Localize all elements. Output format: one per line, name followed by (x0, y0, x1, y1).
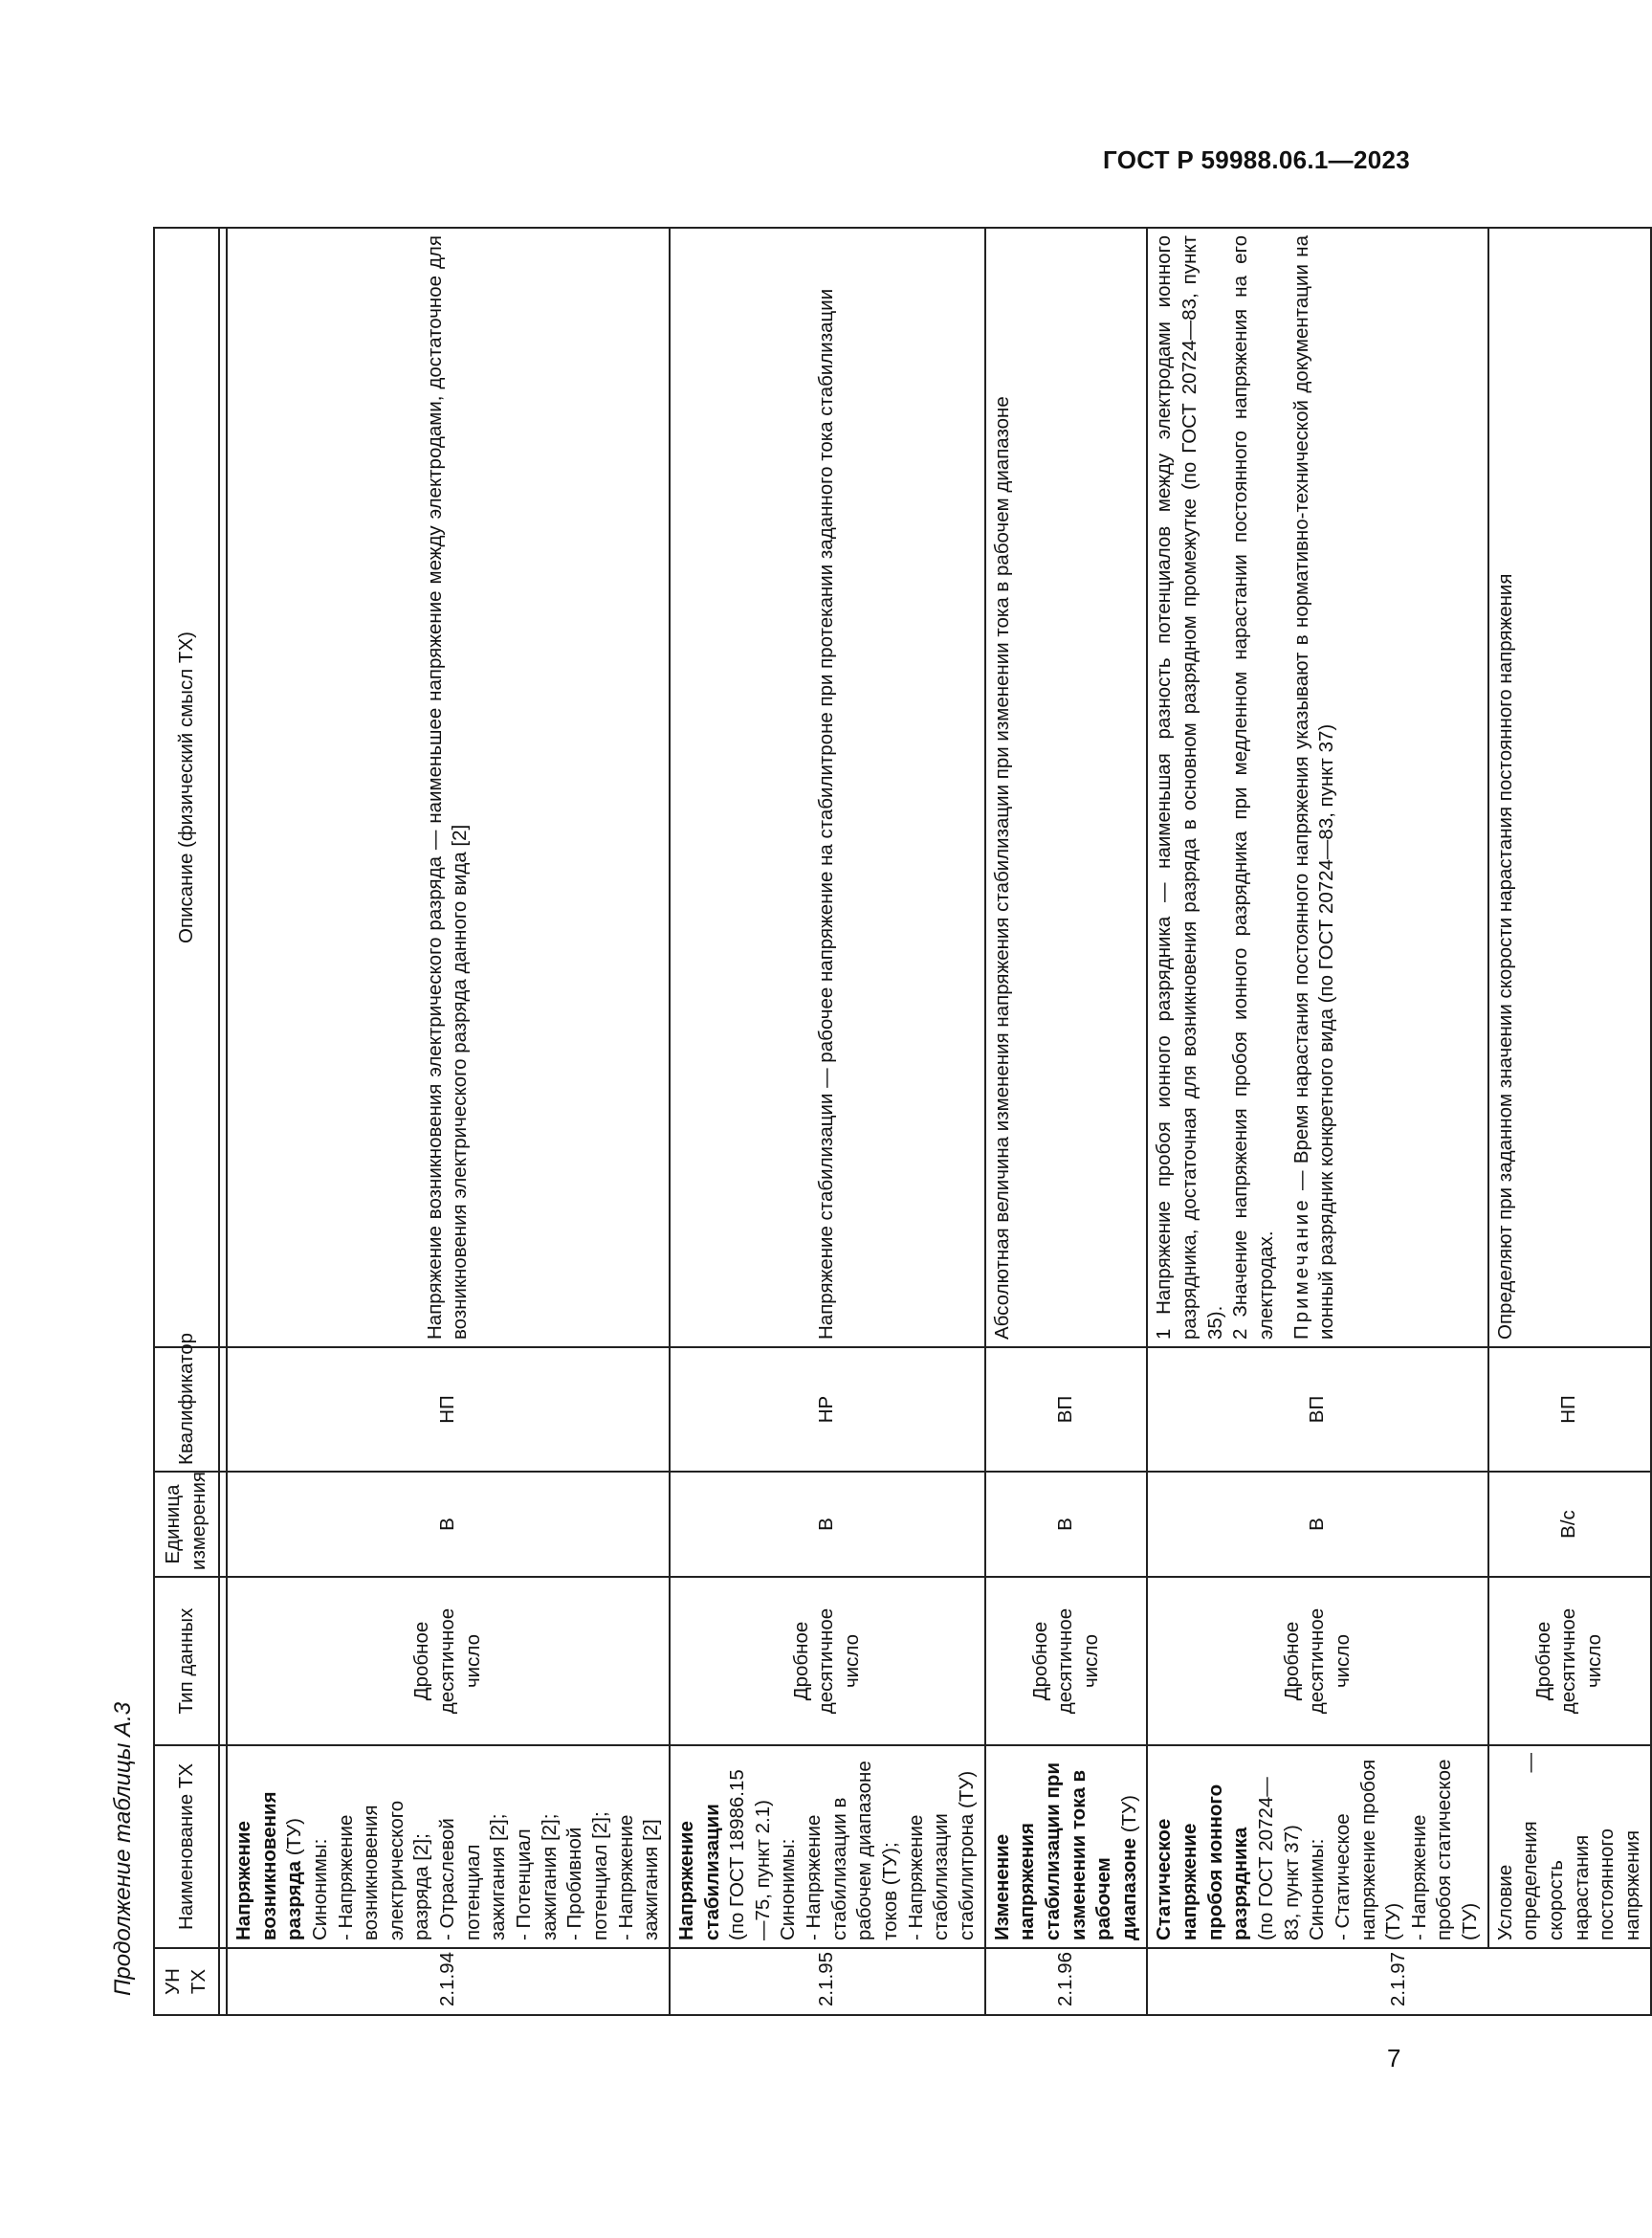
row-name (985, 1745, 1148, 1948)
row-name (227, 1745, 670, 1948)
row-data-type: Дробное десятичное число (227, 1577, 670, 1745)
row-unit: В (670, 1472, 985, 1577)
name-bold: Напряжение стабилизации (674, 1804, 723, 1940)
col-header-name: Наименование ТХ (154, 1745, 219, 1948)
row-qualifier: ВП (985, 1347, 1148, 1472)
row-code: 2.1.96 (985, 1948, 1148, 2015)
row-data-type: Дробное десятичное число (985, 1577, 1148, 1745)
description-item-2: 2 Значение напряжения пробоя ионного разрядника при медленном нарастании постоянного напряжения на его электродах. (1229, 235, 1277, 1340)
name-reference: (по ГОСТ 20724—83, пункт 37) (1254, 1777, 1303, 1940)
row-unit: В (227, 1472, 670, 1577)
synonym-item: - Статическое напряжение пробоя (ТУ) (1331, 1753, 1407, 1940)
col-header-un-tx: УН ТХ (154, 1948, 219, 2015)
note-text: — Время нарастания постоянного напряжения указывают в нормативно-технической документации на ионный разрядник конкретного вида (по ГОСТ 20724—83, пункт 37) (1289, 235, 1338, 1340)
col-header-unit: Единица измерения (154, 1472, 219, 1577)
synonym-item: - Напряжение зажигания [2] (614, 1753, 665, 1940)
row-data-type: Дробное десятичное число (1488, 1577, 1651, 1745)
note-label: Примечание (1289, 1197, 1312, 1340)
table-row (227, 228, 670, 2015)
table-row (1147, 228, 1487, 2015)
row-description: Определяют при заданном значении скорости нарастания постоянного напряжения (1488, 228, 1651, 1347)
synonym-item: - Напряжение возникновения электрического разряда [2]; (334, 1753, 436, 1940)
synonyms-label: Синонимы: (308, 1838, 331, 1940)
row-name: Условие определения — скорость нарастания постоянного напряжения (1488, 1745, 1651, 1948)
page-number: 7 (1387, 2044, 1401, 2072)
row-description (1147, 228, 1487, 1347)
synonym-item: - Напряжение стабилизации стабилитрона (ТУ) (904, 1753, 980, 1940)
col-header-qualifier: Квалификатор (154, 1347, 219, 1472)
row-description: Напряжение стабилизации — рабочее напряжение на стабилитроне при протекании заданного тока стабилизации (670, 228, 985, 1347)
name-reference: (по ГОСТ 18986.15—75, пункт 2.1) (726, 1769, 774, 1940)
synonyms-list (334, 1753, 665, 1940)
row-qualifier: НП (1488, 1347, 1651, 1472)
name-bold: Напряжение возникновения разряда (232, 1791, 306, 1940)
row-unit: В (985, 1472, 1148, 1577)
row-unit: В (1147, 1472, 1487, 1577)
row-qualifier: НР (670, 1347, 985, 1472)
description-item-1: 1 Напряжение пробоя ионного разрядника — наименьшая разность потенциалов между электродами ионного разрядника, достаточная для возникновения разряда в основном разрядном промежутке (по ГОСТ 20724—83, пункт 35). (1153, 235, 1226, 1340)
document-code: ГОСТ Р 59988.06.1—2023 (1103, 145, 1410, 174)
row-description: Абсолютная величина изменения напряжения стабилизации при изменении тока в рабочем диапазоне (985, 228, 1148, 1347)
synonyms-label: Синонимы: (1306, 1838, 1329, 1940)
synonym-item: - Напряжение пробоя статическое (ТУ) (1407, 1753, 1484, 1940)
row-name (670, 1745, 985, 1948)
name-suffix: (ТУ) (1117, 1795, 1140, 1838)
synonym-item: - Отраслевой потенциал зажигания [2]; (435, 1753, 512, 1940)
row-data-type: Дробное десятичное число (670, 1577, 985, 1745)
row-code: 2.1.97 (1147, 1948, 1650, 2015)
synonyms-list (1331, 1753, 1484, 1940)
row-qualifier: НП (227, 1347, 670, 1472)
row-unit: В/с (1488, 1472, 1651, 1577)
synonym-item: - Пробивной потенциал [2]; (562, 1753, 613, 1940)
synonym-item: - Напряжение стабилизации в рабочем диапазоне токов (ТУ); (802, 1753, 904, 1940)
characteristics-table (153, 227, 1652, 2016)
name-suffix: (ТУ) (283, 1818, 306, 1861)
name-bold: Изменение напряжения стабилизации при изменении тока в рабочем диапазоне (990, 1762, 1140, 1940)
name-bold: Статическое напряжение пробоя ионного разрядника (1153, 1784, 1252, 1940)
synonyms-list (802, 1753, 980, 1940)
table-row (670, 228, 985, 2015)
synonym-item: - Потенциал зажигания [2]; (512, 1753, 562, 1940)
note (1289, 235, 1340, 1340)
row-code: 2.1.94 (227, 1948, 670, 2015)
table-row (1488, 228, 1651, 2015)
header-spacer-row (219, 228, 227, 2015)
synonyms-label: Синонимы: (777, 1838, 800, 1940)
col-header-description: Описание (физический смысл ТХ) (154, 228, 219, 1347)
col-header-data-type: Тип данных (154, 1577, 219, 1745)
table-row (985, 228, 1148, 2015)
row-data-type: Дробное десятичное число (1147, 1577, 1487, 1745)
row-code: 2.1.95 (670, 1948, 985, 2015)
row-qualifier: ВП (1147, 1347, 1487, 1472)
table-caption: Продолжение таблицы А.3 (110, 1701, 136, 1996)
rotated-table-container (153, 229, 1643, 2016)
table-header-row (154, 228, 219, 2015)
row-name (1147, 1745, 1487, 1948)
row-description: Напряжение возникновения электрического разряда — наименьшее напряжение между электродами, достаточное для возникновения электрического разряда данного вида [2] (227, 228, 670, 1347)
